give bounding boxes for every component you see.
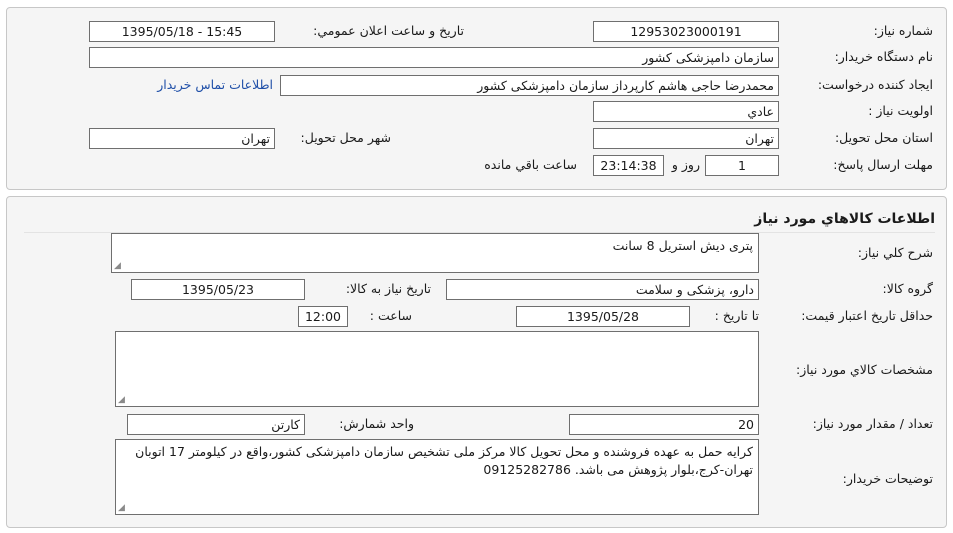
goods-section-title: اطلاعات کالاهاي مورد نياز [754, 211, 935, 227]
requester-label: ايجاد کننده درخواست: [817, 77, 933, 92]
deadline-days-unit: روز و [671, 157, 700, 172]
quantity-label: تعداد / مقدار مورد نياز: [812, 416, 933, 431]
description-field [111, 233, 759, 273]
priority-field: عادي [593, 101, 779, 122]
goods-group-field: دارو، پزشکی و سلامت [446, 279, 759, 300]
need-date-field: 1395/05/23 [131, 279, 305, 300]
province-field: تهران [593, 128, 779, 149]
buyer-org-label: نام دستگاه خريدار: [834, 49, 933, 64]
specs-label: مشخصات کالاي مورد نياز: [796, 362, 933, 377]
city-label: شهر محل تحويل: [300, 130, 391, 145]
buyer-notes-text: کرایه حمل به عهده فروشنده و محل تحویل کالا مرکز ملی تشخیص سازمان دامپزشکی کشور،واقع در کیلومتر 17 اتوبان تهران-کرج،بلوار پژوهش می باشد. 09125282786 [135, 444, 753, 477]
min-validity-label: حداقل تاريخ اعتبار قيمت: [801, 308, 933, 323]
requester-field: محمدرضا حاجی هاشم کارپرداز سازمان دامپزشکی کشور [280, 75, 779, 96]
need-date-label: تاريخ نياز به کالا: [345, 281, 431, 296]
deadline-time-field: 23:14:38 [593, 155, 664, 176]
resize-grip-icon[interactable]: ◢ [114, 261, 121, 271]
to-date-label: تا تاريخ : [714, 308, 759, 323]
buyer-notes-label: توضيحات خريدار: [842, 471, 933, 486]
city-field: تهران [89, 128, 275, 149]
priority-label: اولويت نياز : [868, 103, 933, 118]
goods-group-label: گروه کالا: [882, 281, 933, 296]
province-label: استان محل تحويل: [834, 130, 933, 145]
quantity-field: 20 [569, 414, 759, 435]
deadline-days-field: 1 [705, 155, 779, 176]
deadline-remaining-label: ساعت باقي مانده [484, 157, 577, 172]
buyer-notes-field [115, 439, 759, 515]
count-unit-label: واحد شمارش: [339, 416, 414, 431]
buyer-org-field: سازمان دامپزشکی کشور [89, 47, 779, 68]
announce-date-field: 1395/05/18 - 15:45 [89, 21, 275, 42]
buyer-contact-link[interactable]: اطلاعات تماس خريدار [157, 77, 273, 92]
description-text: پتری دیش استریل 8 سانت [612, 238, 753, 253]
count-unit-field: کارتن [127, 414, 305, 435]
need-number-field: 12953023000191 [593, 21, 779, 42]
time-label: ساعت : [369, 308, 412, 323]
time-field: 12:00 [298, 306, 348, 327]
specs-field [115, 331, 759, 407]
announce-date-label: تاريخ و ساعت اعلان عمومي: [313, 23, 464, 38]
resize-grip-icon[interactable]: ◢ [118, 395, 125, 405]
need-number-label: شماره نياز: [873, 23, 933, 38]
deadline-label: مهلت ارسال پاسخ: [833, 157, 933, 172]
to-date-field: 1395/05/28 [516, 306, 690, 327]
description-label: شرح کلي نياز: [857, 245, 933, 260]
resize-grip-icon[interactable]: ◢ [118, 503, 125, 513]
